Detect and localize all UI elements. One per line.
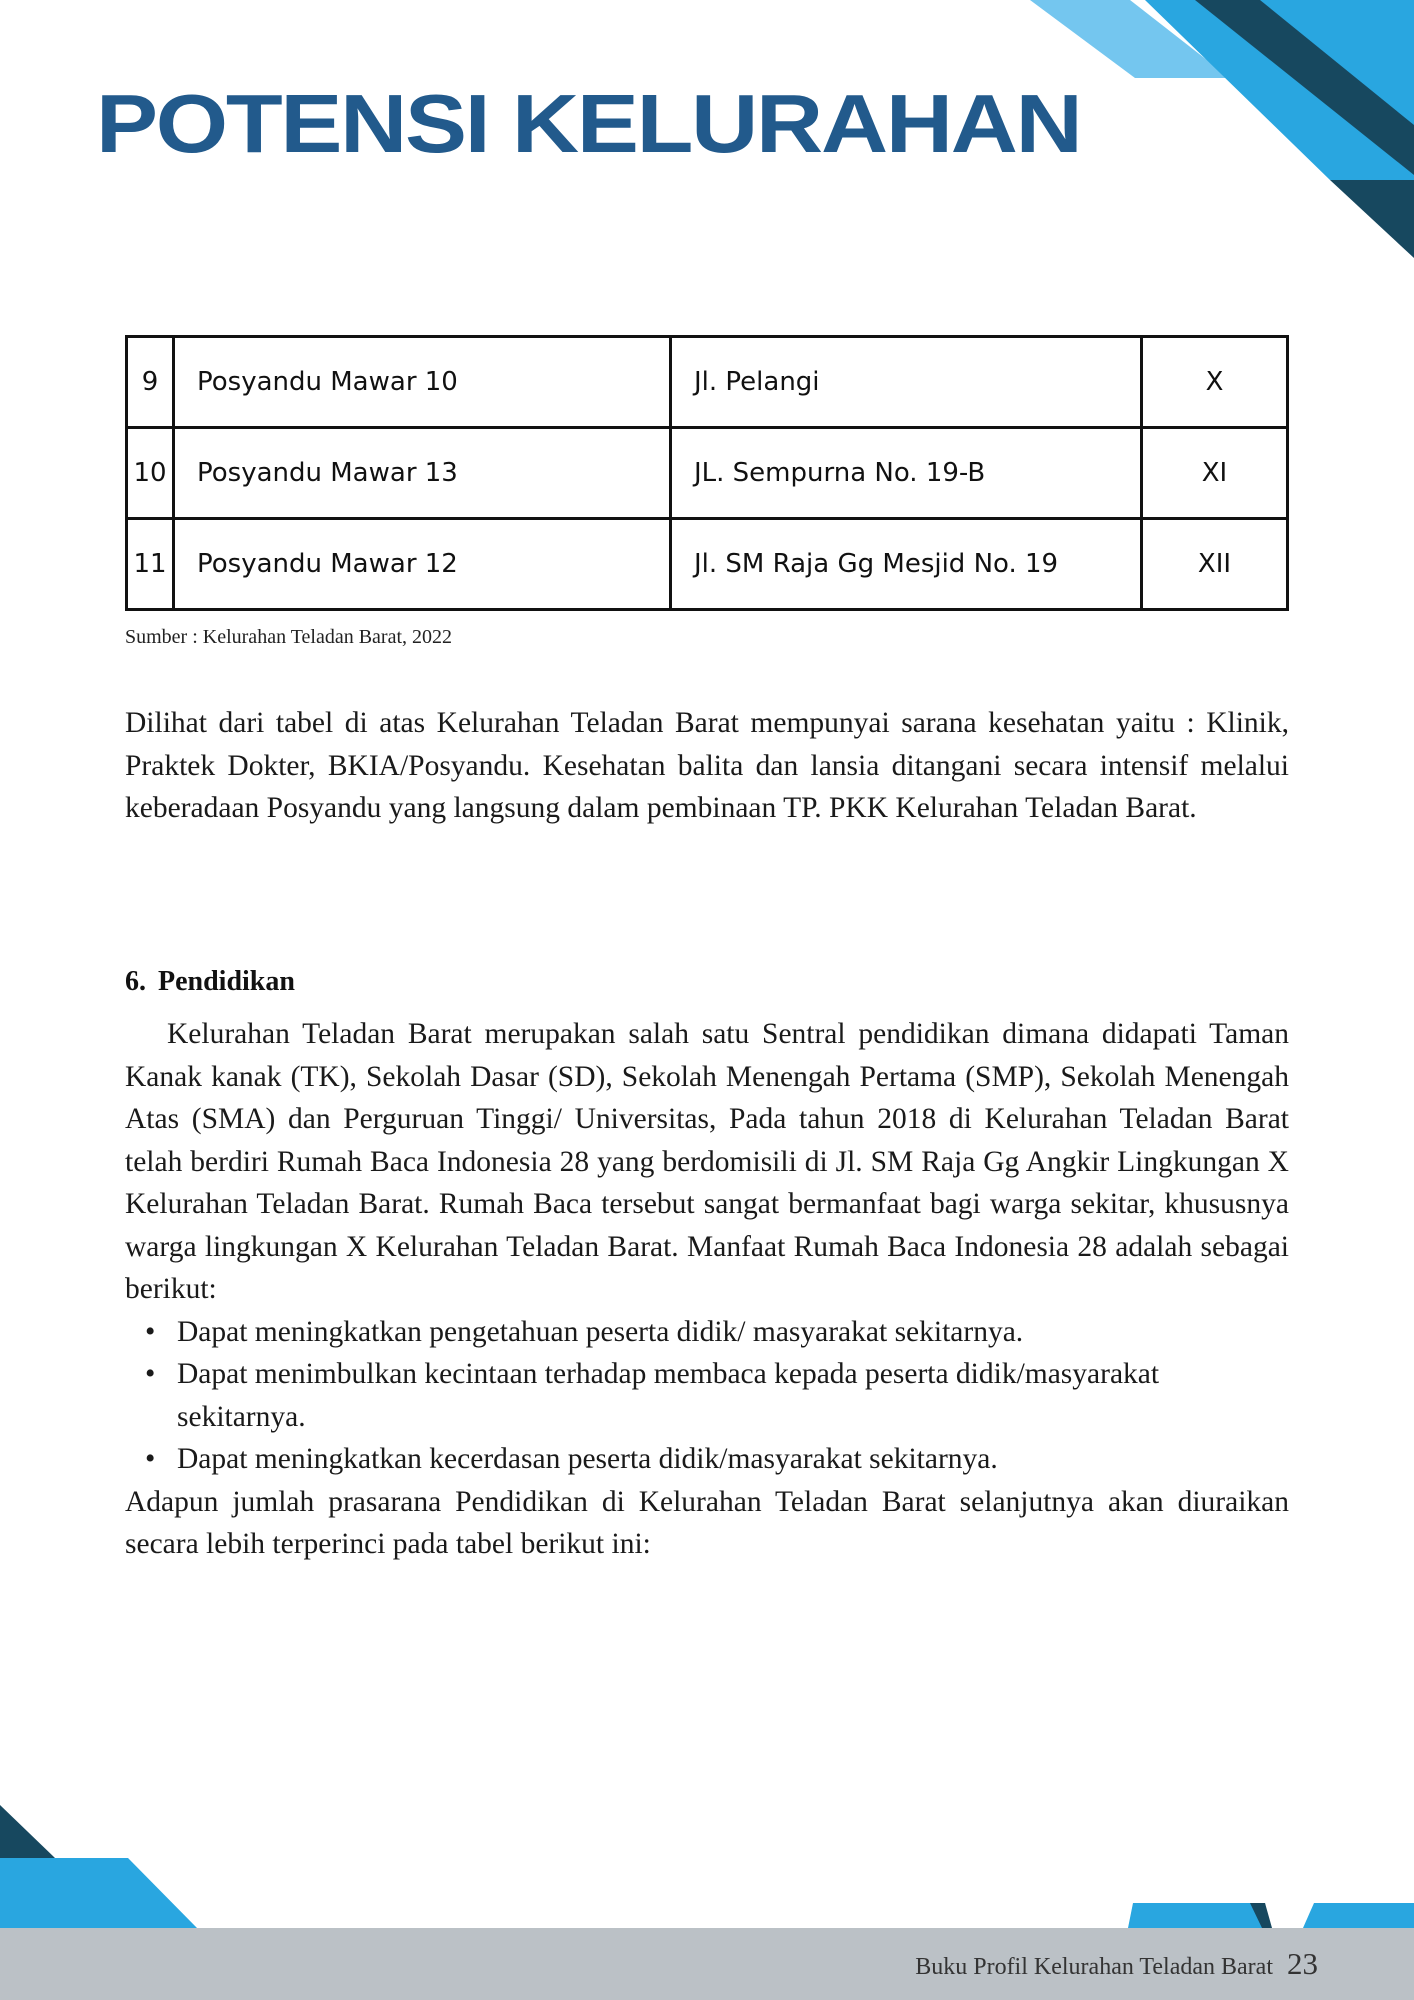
footer-book-title: Buku Profil Kelurahan Teladan Barat xyxy=(915,1954,1273,1980)
health-paragraph: Dilihat dari tabel di atas Kelurahan Teladan Barat mempunyai sarana kesehatan yaitu : Klinik, Praktek Dokter, BKIA/Posyandu. Kesehatan balita dan lansia ditangani secara intensif melalui keberadaan Posyandu yang langsung dalam pembinaan TP. PKK Kelurahan Teladan Barat. xyxy=(125,707,1289,824)
list-item xyxy=(145,1311,1289,1354)
bottom-left-blue xyxy=(0,1858,197,1928)
bullet-icon: • xyxy=(145,1358,156,1390)
address-cell: Jl. Pelangi xyxy=(671,337,1142,428)
section-number: 6. xyxy=(125,966,146,997)
posyandu-table xyxy=(125,335,1289,611)
footer xyxy=(915,1946,1318,1982)
lingkungan-cell: XII xyxy=(1142,519,1288,610)
posyandu-name-cell: Posyandu Mawar 10 xyxy=(174,337,671,428)
address-cell: Jl. SM Raja Gg Mesjid No. 19 xyxy=(671,519,1142,610)
list-item-text: Dapat menimbulkan kecintaan terhadap membaca kepada peserta didik/masyarakat sekitarnya. xyxy=(177,1358,1160,1433)
bullet-icon: • xyxy=(145,1443,156,1475)
corner-stripe-dark-2 xyxy=(1330,180,1414,258)
benefits-list xyxy=(125,1311,1289,1481)
list-item xyxy=(145,1438,1289,1481)
table-row xyxy=(127,519,1288,610)
section-title: Pendidikan xyxy=(158,966,295,997)
education-paragraph-text: Kelurahan Teladan Barat merupakan salah satu Sentral pendidikan dimana didapati Taman Kanak kanak (TK), Sekolah Dasar (SD), Sekolah Menengah Pertama (SMP), Sekolah Menengah Atas (SMA) dan Perguruan Tinggi/ Universitas, Pada tahun 2018 di Kelurahan Teladan Barat telah berdiri Rumah Baca Indonesia 28 yang berdomisili di Jl. SM Raja Gg Angkir Lingkungan X Kelurahan Teladan Barat. Rumah Baca tersebut sangat bermanfaat bagi warga sekitar, khususnya warga lingkungan X Kelurahan Teladan Barat. Manfaat Rumah Baca Indonesia 28 adalah sebagai berikut: xyxy=(125,1018,1289,1305)
education-section xyxy=(125,1013,1289,1566)
section-heading xyxy=(125,966,295,998)
row-number-cell: 11 xyxy=(127,519,174,610)
posyandu-name-cell: Posyandu Mawar 13 xyxy=(174,428,671,519)
lingkungan-cell: XI xyxy=(1142,428,1288,519)
table-row xyxy=(127,428,1288,519)
posyandu-name-cell: Posyandu Mawar 12 xyxy=(174,519,671,610)
list-item-text: Dapat meningkatkan pengetahuan peserta didik/ masyarakat sekitarnya. xyxy=(177,1315,1024,1348)
bottom-right-blue-1 xyxy=(1128,1903,1270,1928)
page-number: 23 xyxy=(1287,1946,1318,1981)
bottom-right-blue-2 xyxy=(1303,1903,1414,1928)
bottom-left-dark xyxy=(0,1805,55,1858)
lingkungan-cell: X xyxy=(1142,337,1288,428)
closing-paragraph: Adapun jumlah prasarana Pendidikan di Kelurahan Teladan Barat selanjutnya akan diuraikan secara lebih terperinci pada tabel berikut ini: xyxy=(125,1485,1289,1560)
bullet-icon: • xyxy=(145,1315,156,1348)
address-cell: JL. Sempurna No. 19-B xyxy=(671,428,1142,519)
page-title: POTENSI KELURAHAN xyxy=(96,77,1081,170)
list-item xyxy=(145,1353,1289,1438)
posyandu-table-body xyxy=(127,337,1288,610)
list-item-text: Dapat meningkatkan kecerdasan peserta didik/masyarakat sekitarnya. xyxy=(177,1443,998,1475)
row-number-cell: 9 xyxy=(127,337,174,428)
education-paragraph xyxy=(125,1013,1289,1311)
table-row xyxy=(127,337,1288,428)
table-source: Sumber : Kelurahan Teladan Barat, 2022 xyxy=(125,626,453,648)
row-number-cell: 10 xyxy=(127,428,174,519)
